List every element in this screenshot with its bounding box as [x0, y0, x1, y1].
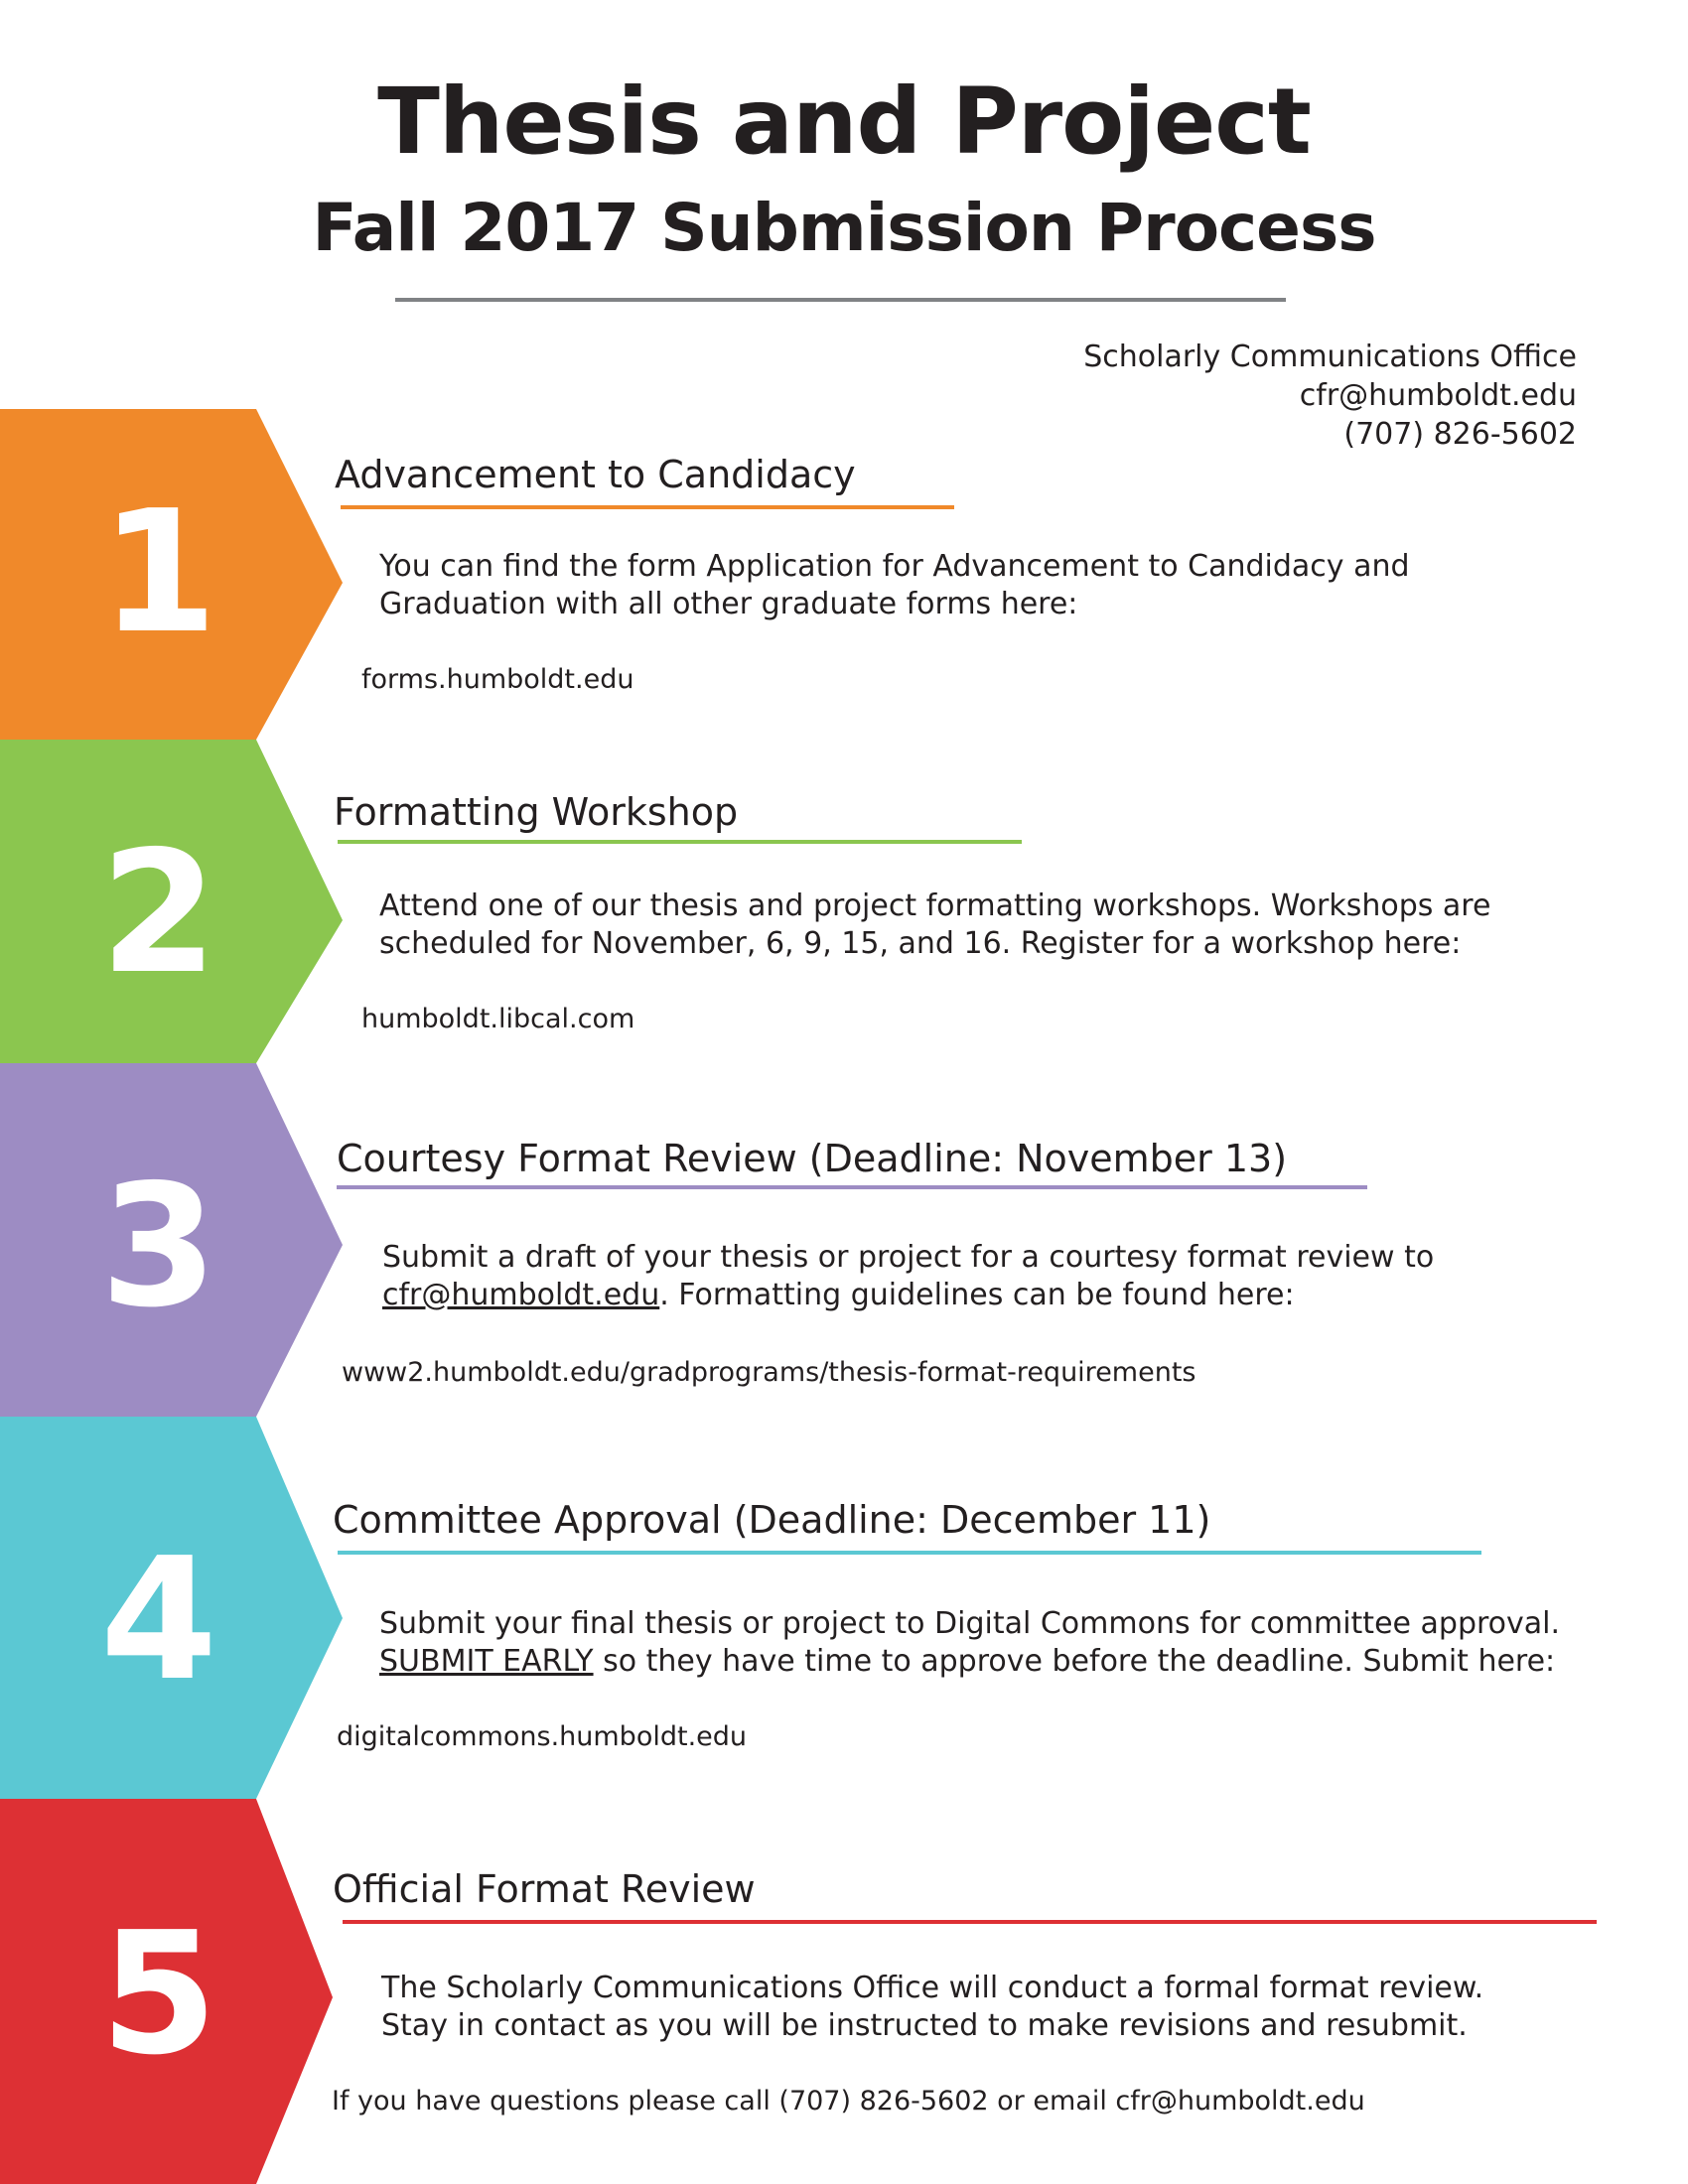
step-1-number: 1 [99, 475, 218, 671]
step-4-text-line-2: so they have time to approve before the deadline. Submit here: [593, 1644, 1556, 1679]
step-1-text-line-1: You can find the form Application for Advancement to Candidacy and [379, 549, 1410, 584]
step-4-text [379, 1605, 1560, 1681]
step-5-band [0, 1799, 343, 2184]
step-3-band [0, 1063, 343, 1417]
step-5-number: 5 [99, 1896, 218, 2093]
page-subtitle: Fall 2017 Submission Process [312, 190, 1376, 266]
step-5-text-line-2: Stay in contact as you will be instructed to make revisions and resubmit. [381, 2008, 1468, 2043]
step-5-text [381, 1970, 1483, 2045]
step-1-underline [341, 505, 954, 509]
step-2-number: 2 [99, 815, 218, 1012]
step-3-text-line-1: Submit a draft of your thesis or project for a courtesy format review to [382, 1240, 1435, 1275]
step-1-text [379, 548, 1410, 623]
step-4-band [0, 1417, 343, 1799]
step-3-text-line-2: . Formatting guidelines can be found here: [659, 1278, 1295, 1312]
contact-email[interactable]: cfr@humboldt.edu [1299, 378, 1577, 413]
step-4-number: 4 [99, 1522, 218, 1718]
step-4-text-line-1: Submit your final thesis or project to Digital Commons for committee approval. [379, 1606, 1561, 1641]
step-2-underline [338, 840, 1022, 844]
step-4-title: Committee Approval (Deadline: December 11) [333, 1498, 1211, 1542]
step-4-link[interactable]: digitalcommons.humboldt.edu [337, 1721, 748, 1752]
step-2-text-line-2: scheduled for November, 6, 9, 15, and 16. Register for a workshop here: [379, 926, 1462, 961]
step-5-underline [343, 1920, 1597, 1924]
step-2-link[interactable]: humboldt.libcal.com [361, 1004, 635, 1034]
step-3-title: Courtesy Format Review (Deadline: November 13) [337, 1137, 1288, 1180]
step-1-band [0, 409, 343, 740]
contact-block [1083, 338, 1577, 454]
step-4-underline [338, 1551, 1481, 1555]
step-5-text-line-1: The Scholarly Communications Office will conduct a formal format review. [381, 1971, 1484, 2005]
step-3-number: 3 [99, 1149, 218, 1345]
step-2-text [379, 887, 1490, 963]
title-divider [395, 298, 1286, 302]
step-1-link[interactable]: forms.humboldt.edu [361, 664, 634, 695]
step-1-title: Advancement to Candidacy [335, 453, 856, 496]
footer-contact: If you have questions please call (707) 826-5602 or email cfr@humboldt.edu [332, 2086, 1365, 2116]
step-3-email-link[interactable]: cfr@humboldt.edu [382, 1278, 660, 1312]
step-1-text-line-2: Graduation with all other graduate forms here: [379, 587, 1078, 621]
contact-phone: (707) 826-5602 [1343, 417, 1577, 452]
step-5-title: Official Format Review [333, 1867, 756, 1911]
step-3-link[interactable]: www2.humboldt.edu/gradprograms/thesis-format-requirements [342, 1357, 1196, 1388]
contact-office: Scholarly Communications Office [1083, 340, 1577, 374]
step-2-text-line-1: Attend one of our thesis and project formatting workshops. Workshops are [379, 888, 1491, 923]
step-2-title: Formatting Workshop [334, 790, 739, 834]
step-4-submit-early: SUBMIT EARLY [379, 1644, 594, 1679]
step-3-text [382, 1239, 1434, 1314]
step-3-underline [337, 1185, 1367, 1189]
step-2-band [0, 740, 343, 1063]
page-title: Thesis and Project [377, 68, 1311, 175]
